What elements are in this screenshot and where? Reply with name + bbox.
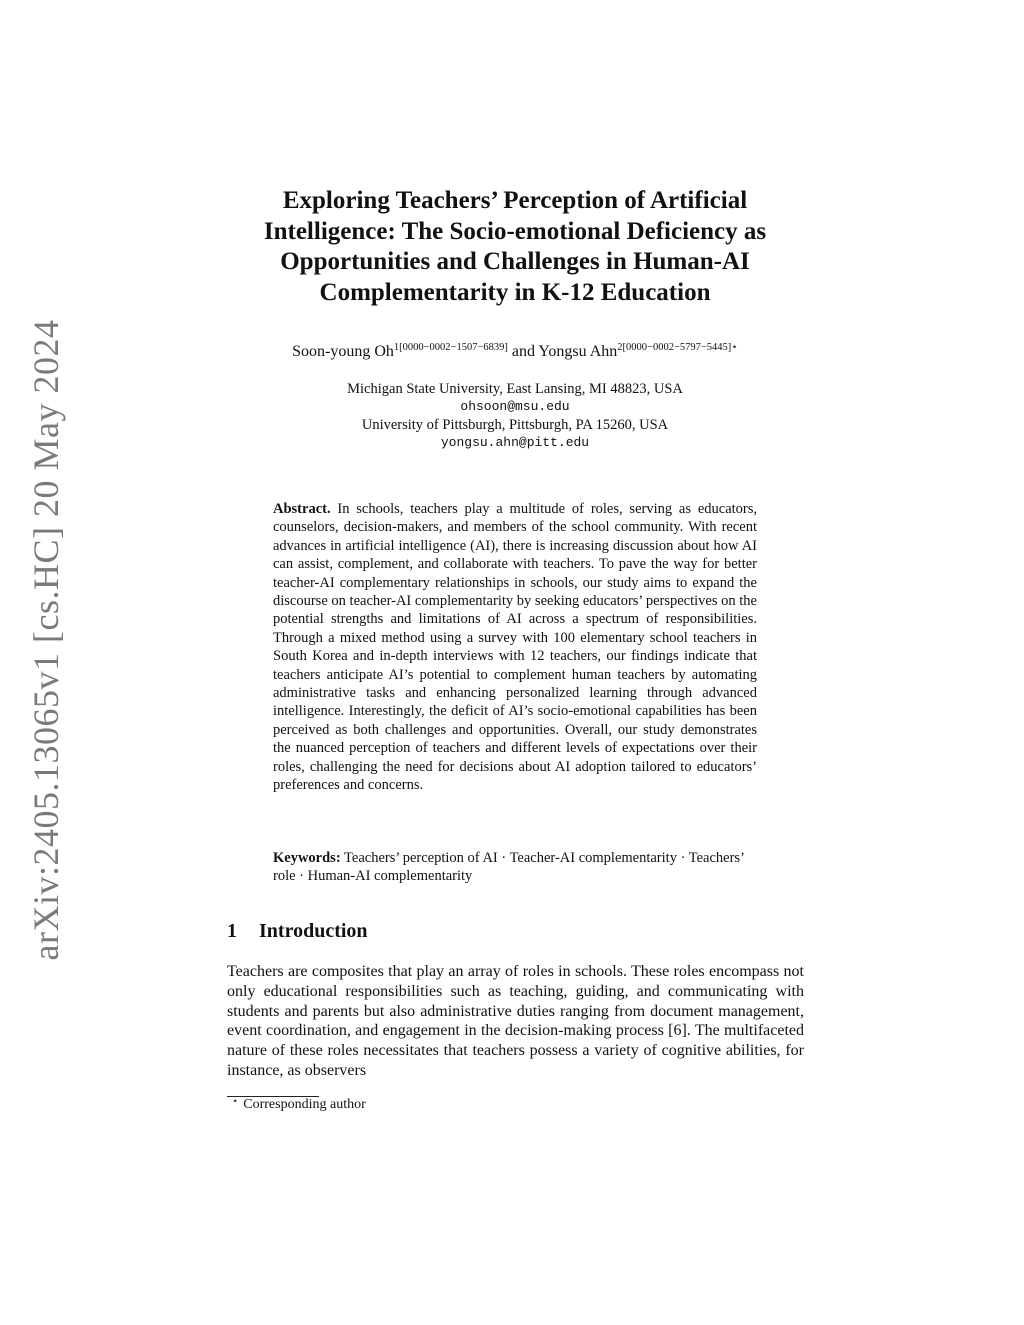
keywords — [273, 849, 757, 886]
abstract — [273, 500, 757, 795]
keywords-text: Teachers’ perception of AI · Teacher-AI complementarity · Teachers’ role · Human-AI complementarity — [273, 850, 744, 885]
section-title: Introduction — [259, 920, 368, 942]
arxiv-identifier: arXiv:2405.13065v1 [cs.HC] 20 May 2024 — [26, 319, 66, 961]
author-orcid: 2[0000−0002−5797−5445]⋆ — [617, 342, 738, 353]
affiliation-institution: Michigan State University, East Lansing, MI 48823, USA — [347, 381, 683, 397]
author-orcid: 1[0000−0002−1507−6839] — [393, 342, 508, 353]
title-line: Intelligence: The Socio-emotional Deficiency as — [263, 217, 767, 245]
author-list — [180, 342, 850, 362]
abstract-text: In schools, teachers play a multitude of roles, serving as educators, counselors, decision-makers, and members of the school community. With recent advances in artificial intelligence (AI), there is increasing discussion about how AI can assist, complement, and collaborate with teachers. To pave the way for better teacher-AI complementary relationships in schools, our study aims to expand the discourse on teacher-AI complementarity by seeking educators’ perspectives on the potential strengths and limitations of AI across a spectrum of responsibilities. Through a mixed method using a survey with 100 elementary school teachers in South Korea and in-depth interviews with 12 teachers, our findings indicate that teachers anticipate AI’s potential to complement human teachers by automating administrative tasks and enhancing personalized learning through advanced intelligence. Interestingly, the deficit of AI’s socio-emotional capabilities has been perceived as both challenges and opportunities. Overall, our study demonstrates the nuanced perception of teachers and different levels of expectations over their roles, challenging the need for decisions about AI adoption tailored to educators’ preferences and concerns. — [273, 501, 758, 794]
title-line: Exploring Teachers’ Perception of Artificial — [282, 187, 748, 214]
footnote — [232, 1096, 366, 1114]
intro-paragraph: Teachers are composites that play an array of roles in schools. These roles encompass not only educational responsibilities such as teaching, guiding, and communicating with students and parents but also administrative duties ranging from document management, event coordination, and engagement in the decision-making process [6]. The multifaceted nature of these roles necessitates that teachers possess a variety of cognitive abilities, for instance, as observers — [227, 963, 804, 1079]
paper-title — [200, 186, 830, 308]
footnote-mark: ⋆ — [232, 1096, 239, 1107]
title-line: Opportunities and Challenges in Human-AI — [280, 248, 750, 275]
affiliation-institution: University of Pittsburgh, Pittsburgh, PA 15260, USA — [361, 417, 669, 433]
author-name: Yongsu Ahn — [538, 343, 618, 360]
affiliation-email[interactable]: ohsoon@msu.edu — [460, 399, 570, 414]
section-heading — [227, 919, 368, 943]
abstract-label: Abstract. — [273, 501, 331, 517]
author-name: Soon-young Oh — [292, 343, 394, 360]
affiliation-email[interactable]: yongsu.ahn@pitt.edu — [440, 435, 590, 450]
affiliations — [180, 380, 850, 452]
section-number: 1 — [227, 920, 237, 942]
author-conjunction: and — [511, 343, 536, 360]
keywords-label: Keywords: — [273, 850, 341, 866]
title-line: Complementarity in K-12 Education — [319, 278, 711, 306]
footnote-text: Corresponding author — [243, 1097, 366, 1112]
